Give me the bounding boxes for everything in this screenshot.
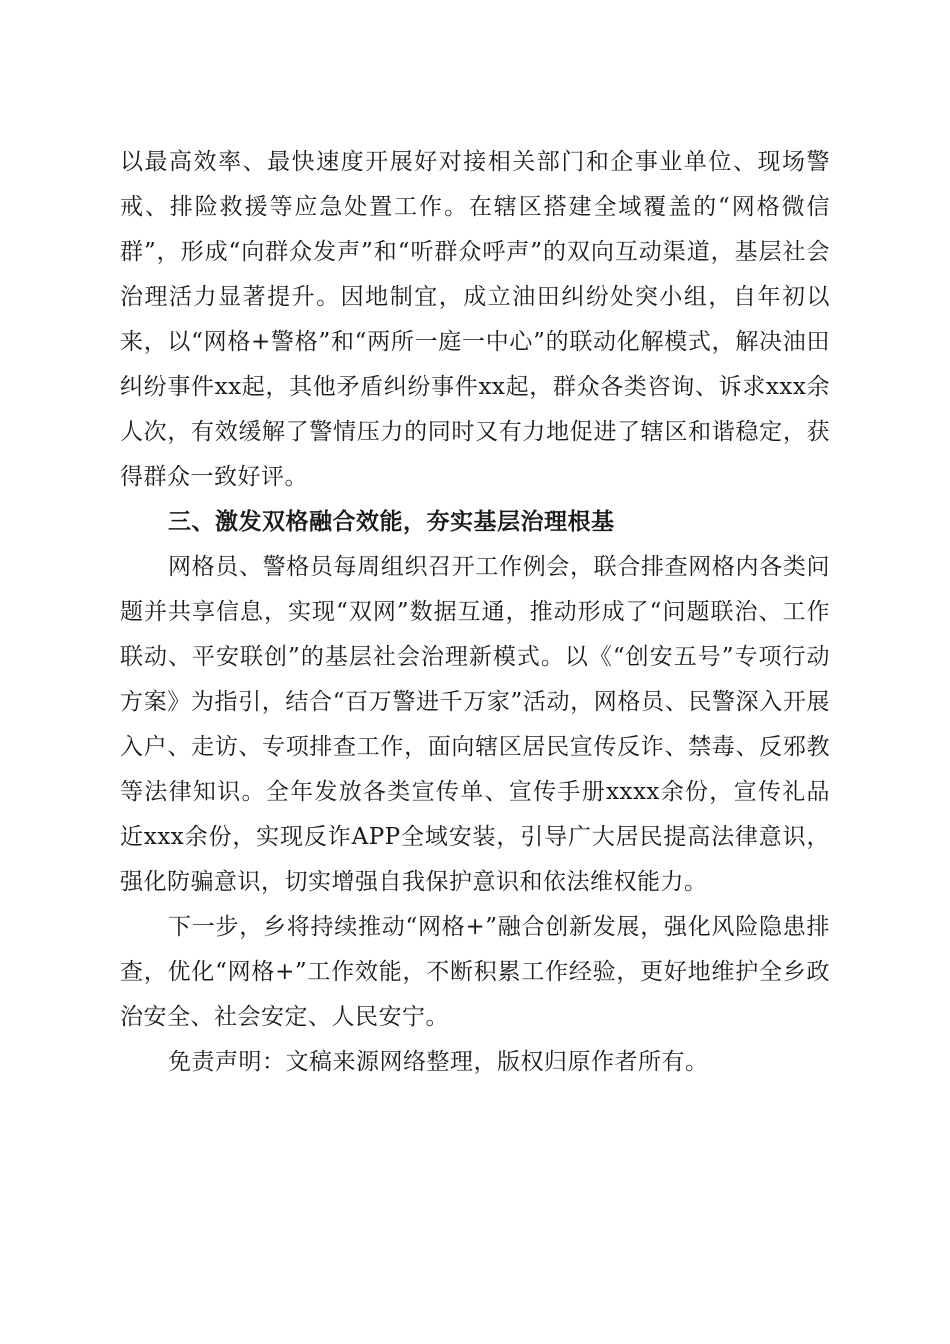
body-paragraph-2: 网格员、警格员每周组织召开工作例会，联合排查网格内各类问题并共享信息，实现“双网”数据互通，推动形成了“问题联治、工作联动、平安联创”的基层社会治理新模式。以《“创安五号”专项行动方案》为指引，结合“百万警进千万家”活动，网格员、民警深入开展入户、走访、专项排查工作，面向辖区居民宣传反诈、禁毒、反邪教等法律知识。全年发放各类宣传单、宣传手册xxxx余份，宣传礼品近xxx余份，实现反诈APP全域安装，引导广大居民提高法律意识，强化防骗意识，切实增强自我保护意识和依法维权能力。: [120, 554, 830, 895]
document-body: [120, 140, 830, 1085]
body-paragraph-1: 以最高效率、最快速度开展好对接相关部门和企事业单位、现场警戒、排险救援等应急处置工作。在辖区搭建全域覆盖的“网格微信群”，形成“向群众发声”和“听群众呼声”的双向互动渠道，基层社会治理活力显著提升。因地制宜，成立油田纠纷处突小组，自年初以来，以“网格+警格”和“两所一庭一中心”的联动化解模式，解决油田纠纷事件xx起，其他矛盾纠纷事件xx起，群众各类咨询、诉求xxx余人次，有效缓解了警情压力的同时又有力地促进了辖区和谐稳定，获得群众一致好评。: [120, 149, 830, 490]
section-heading: 三、激发双格融合效能，夯实基层治理根基: [168, 509, 615, 535]
disclaimer-text: 免责声明：文稿来源网络整理，版权归原作者所有。: [168, 1049, 709, 1075]
body-paragraph-3: 下一步，乡将持续推动“网格+”融合创新发展，强化风险隐患排查，优化“网格+”工作效能，不断积累工作经验，更好地维护全乡政治安全、社会安定、人民安宁。: [120, 914, 830, 1030]
